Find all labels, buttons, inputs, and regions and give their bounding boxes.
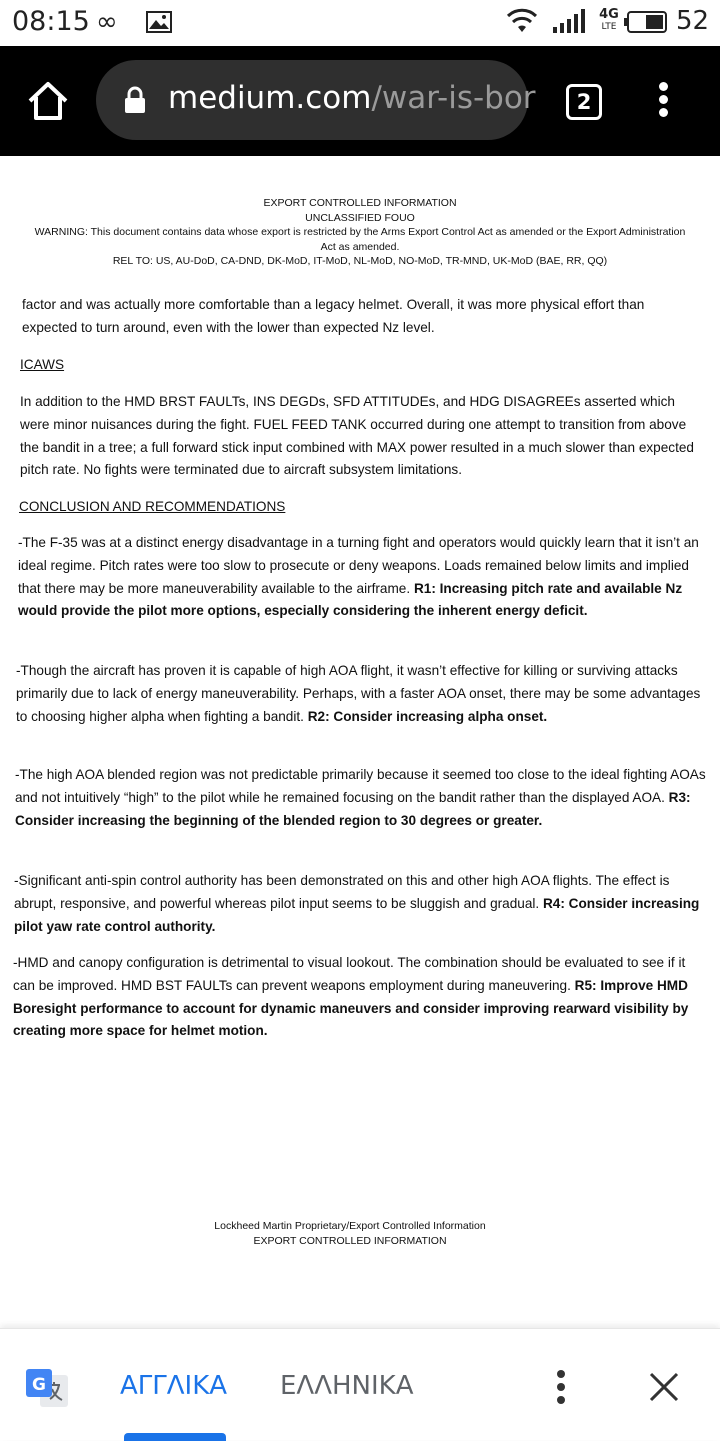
recommendation-bold: R5: Improve HMD Boresight performance to account for dynamic maneuvers and consider improving rearward visibility by creating more space for helmet motion. [13,977,689,1039]
icaws-heading: ICAWS [20,357,65,372]
menu-dot [659,108,668,117]
status-bar [0,0,720,46]
target-language-tab[interactable]: ΕΛΛΗΝΙΚΑ [280,1371,414,1401]
menu-dot [557,1370,565,1378]
menu-dot [659,82,668,91]
proprietary-footer [0,1219,700,1248]
intro-paragraph: factor and was actually more comfortable than a legacy helmet. Overall, it was more physical effort than expected to turn around, even with the lower than expected Nz level. [22,297,645,335]
recommendation-text: -HMD and canopy configuration is detrimental to visual lookout. The combination should be evaluated to see if it can be improved. HMD BST FAULTs can prevent weapons employment during maneuvering. [13,955,686,993]
recommendation-3 [15,764,708,832]
recommendation-text: -The high AOA blended region was not predictable primarily because it seemed too close to the ideal fighting AOAs and not intuitively “high” to the pilot while he remained focusing on the bandit rather than the displayed AOA. [15,767,706,805]
translate-bar [0,1328,720,1440]
recommendation-5 [13,952,707,1043]
icaws-paragraph: In addition to the HMD BRST FAULTs, INS DEGDs, SFD ATTITUDEs, and HDG DISAGREEs asserted which were minor nuisances during the fight. FUEL FEED TANK occurred during one attempt to transition from above the bandit in a tree; a full forward stick input combined with MAX power resulted in a much slower than expected pitch rate. No fights were terminated due to aircraft subsystem limitations. [20,394,694,478]
network-type-4g: 4G [599,7,619,22]
header-line: EXPORT CONTROLLED INFORMATION [263,197,457,209]
recommendation-text: -The F-35 was at a distinct energy disadvantage in a turning fight and operators would quickly learn that it isn’t an ideal regime. Pitch rates were too slow to prosecute or deny weapons. Loads remained below limits and implied that there may be more maneuverability available to the airframe. [18,535,699,596]
address-bar[interactable] [96,60,536,140]
active-tab-indicator [124,1433,226,1441]
export-control-header [0,196,720,269]
recommendation-2 [16,660,708,728]
header-line: REL TO: US, AU-DoD, CA-DND, DK-MoD, IT-MoD, NL-MoD, NO-MoD, TR-MND, UK-MoD (BAE, RR, QQ) [112,255,608,267]
recommendation-bold: R2: Consider increasing alpha onset. [307,708,548,724]
recommendation-bold: R1: Increasing pitch rate and available Nz would provide the pilot more options, especially considering the inherent energy deficit. [18,580,683,619]
recommendation-text: -Though the aircraft has proven it is capable of high AOA flight, it wasn’t effective for killing or surviving attacks primarily due to lack of energy maneuverability. Perhaps, with a faster AOA onset, there may be some advantages to choosing higher alpha when fighting a bandit. [16,663,701,724]
network-type-lte: LTE [601,22,617,32]
recommendation-text: -Significant anti-spin control authority has been demonstrated on this and other high AOA flights. The effect is abrupt, responsive, and powerful whereas pilot input seems to be sluggish and gradual. [14,873,670,911]
battery-icon [624,11,668,33]
svg-text:G: G [32,1375,46,1395]
network-type [598,8,620,32]
lock-icon [124,86,146,114]
conclusion-heading: CONCLUSION AND RECOMMENDATIONS [19,499,286,514]
battery-percent: 52 [676,6,710,36]
recommendation-bold: R3: Consider increasing the beginning of the blended region to 30 degrees or greater. [15,789,691,828]
footer-line: EXPORT CONTROLLED INFORMATION [253,1234,447,1247]
document-page [0,156,720,1328]
recommendation-bold: R4: Consider increasing pilot yaw rate control authority. [14,895,700,934]
recommendation-1 [18,532,708,623]
google-translate-icon [26,1369,70,1409]
browser-toolbar [0,46,720,156]
translate-options-button[interactable] [550,1367,572,1407]
image-notification-icon [146,11,172,33]
url-text [168,80,536,116]
menu-dot [557,1396,565,1404]
signal-strength-icon [552,9,590,33]
close-icon[interactable] [648,1371,680,1403]
header-line: WARNING: This document contains data whose export is restricted by the Arms Export Control Act as amended or the Export Administration [34,226,686,238]
home-icon[interactable] [26,79,70,123]
tab-switcher-button[interactable]: 2 [566,84,602,120]
header-line: UNCLASSIFIED FOUO [305,211,415,224]
menu-dot [557,1383,565,1391]
url-path: /war-is-bor [371,80,536,116]
wifi-icon [506,8,538,34]
recommendation-4 [14,870,706,938]
loop-icon: ∞ [96,7,118,37]
footer-line: Lockheed Martin Proprietary/Export Controlled Information [214,1220,486,1232]
header-line: Act as amended. [320,240,400,253]
source-language-tab[interactable]: ΑΓΓΛΙΚΑ [120,1371,228,1401]
status-time: 08:15 [12,6,90,37]
url-domain: medium.com [168,80,372,116]
menu-dot [659,95,668,104]
browser-menu-button[interactable] [648,80,678,124]
